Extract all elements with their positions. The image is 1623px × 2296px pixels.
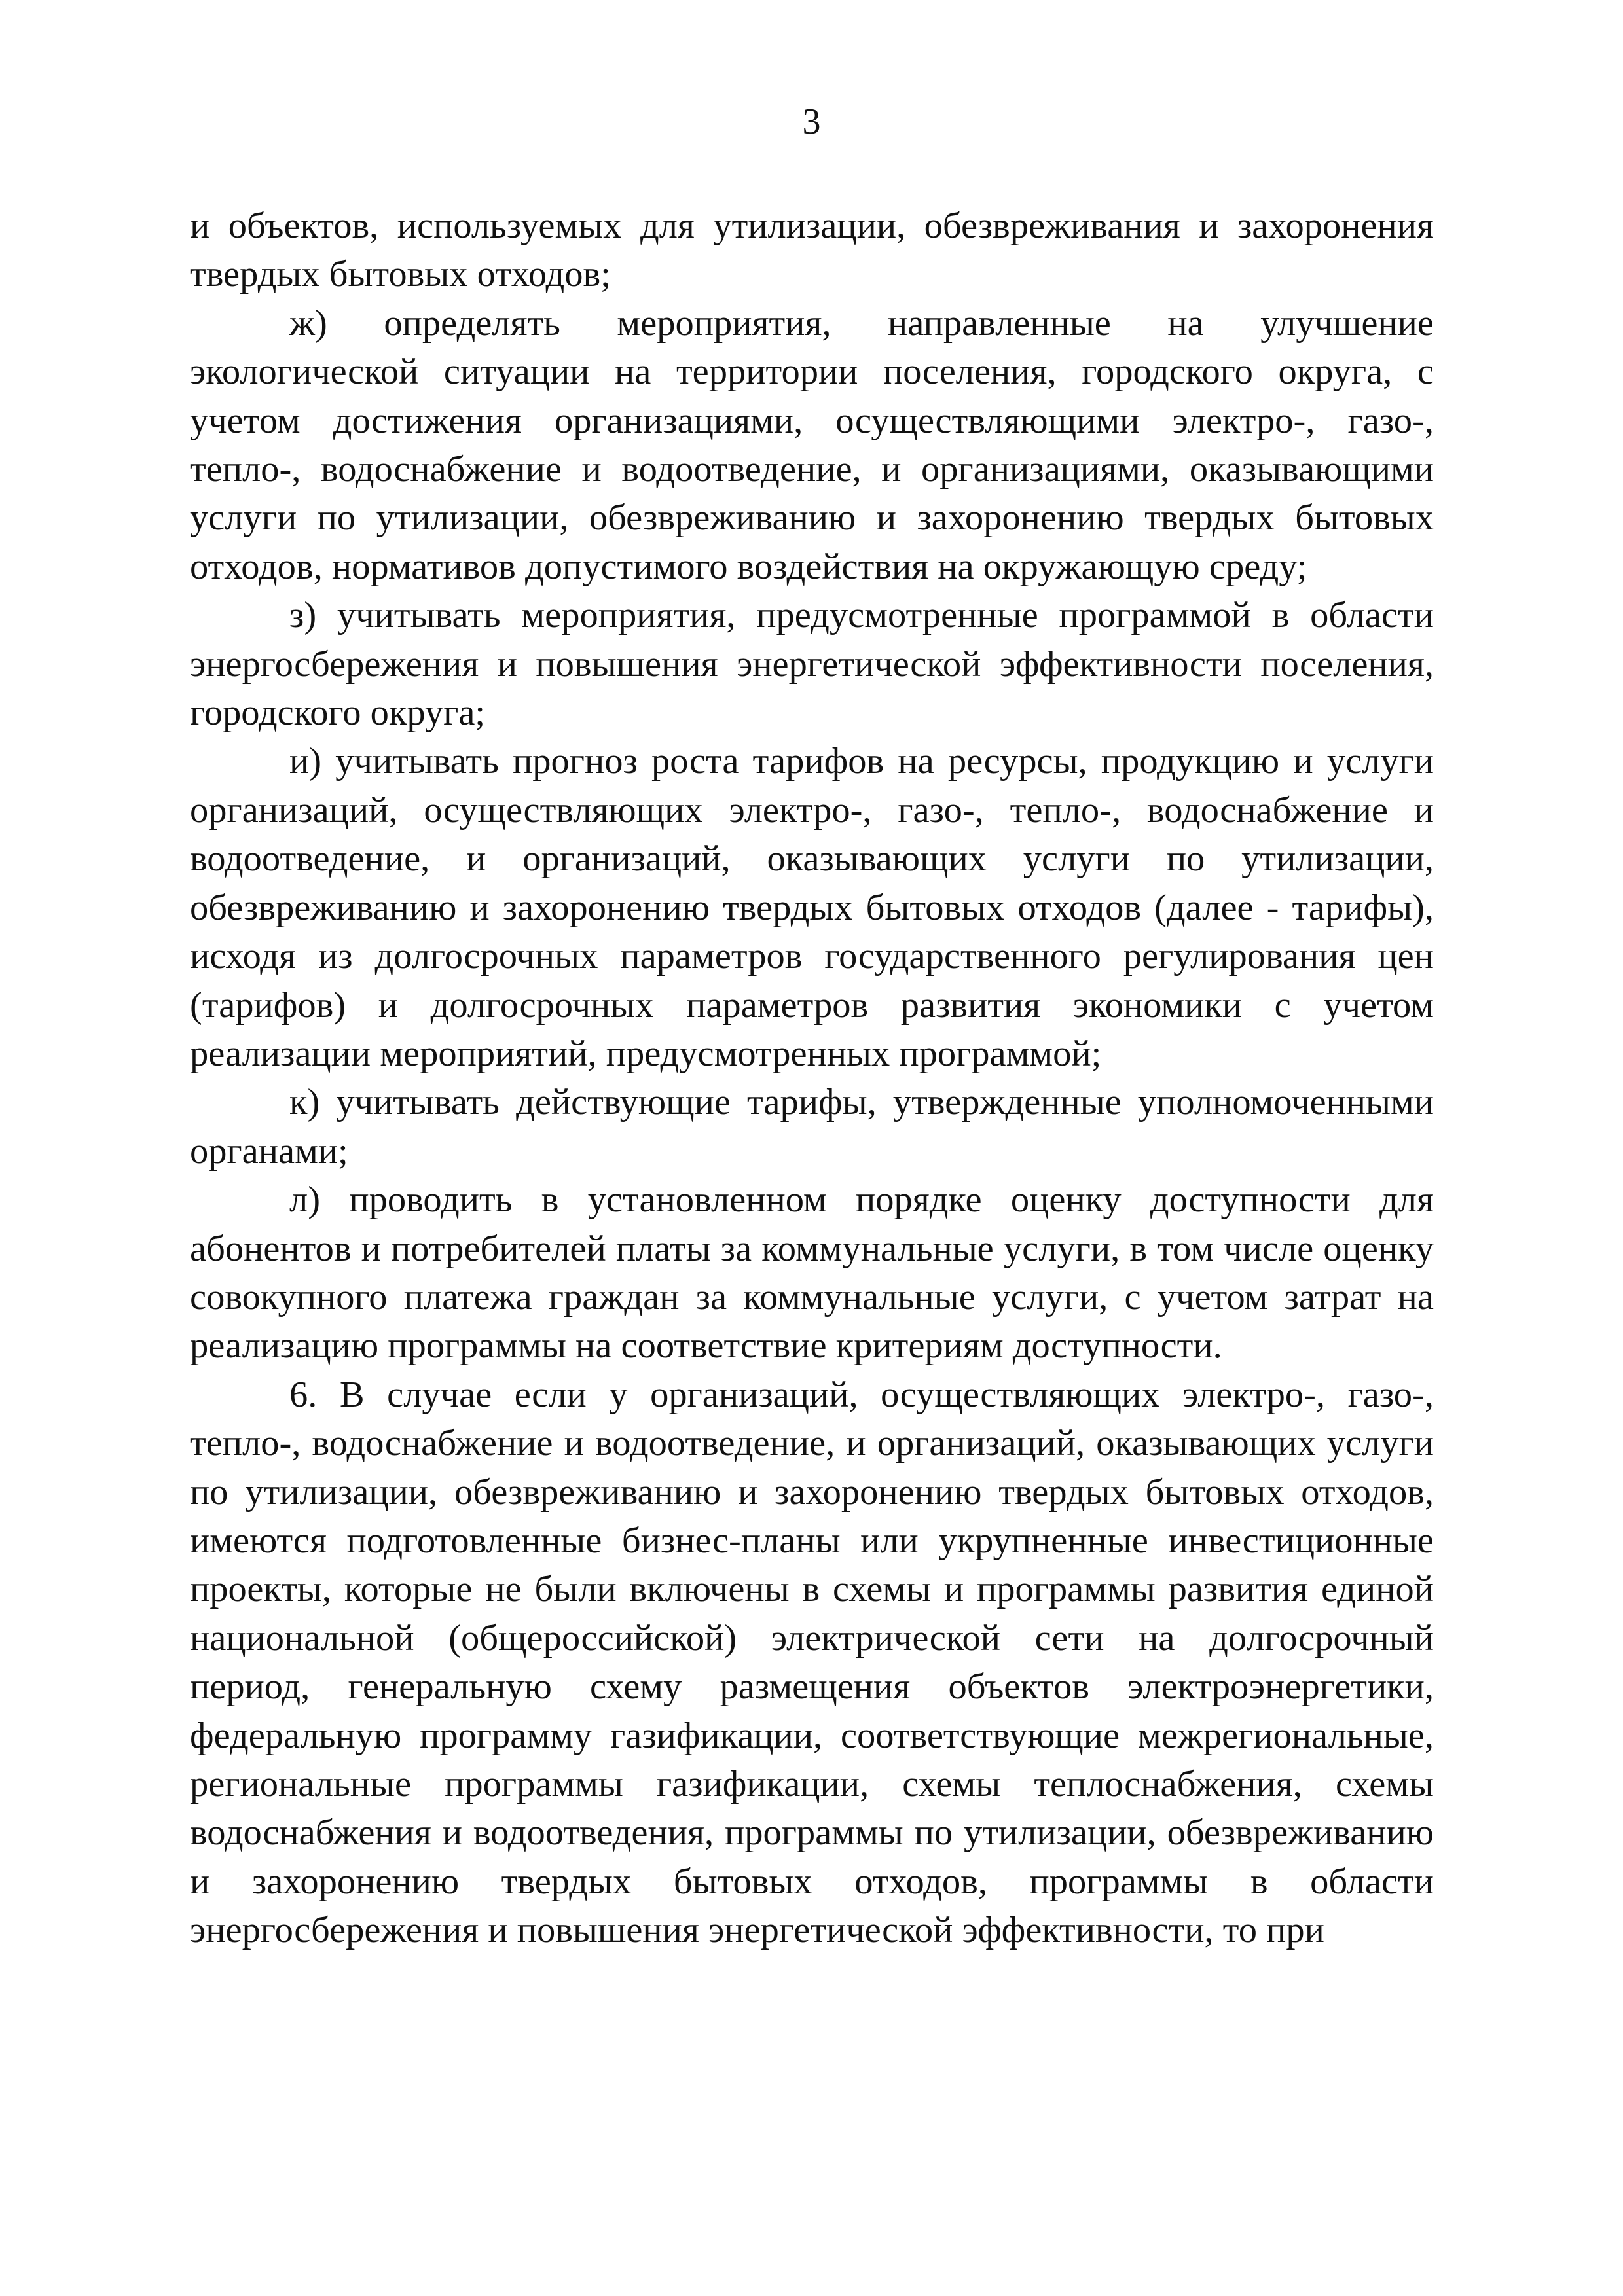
page-number: 3 xyxy=(802,101,821,142)
paragraph-item-zh: ж) определять мероприятия, направленные на улучшение экологической ситуации на территории поселения, городского округа, с учетом достижения организациями, осуществляющими электро-, газо-, тепло-, водоснабжение и водоотведение, и организациями, оказывающими услуги по утилизации, обезвреживанию и захоронению твердых бытовых отходов, нормативов допустимого воздействия на окружающую среду; xyxy=(190,302,1434,587)
paragraph-item-i: и) учитывать прогноз роста тарифов на ресурсы, продукцию и услуги организаций, осуществляющих электро-, газо-, тепло-, водоснабжение и водоотведение, и организаций, оказывающих услуги по утилизации, обезвреживанию и захоронению твердых бытовых отходов (далее - тарифы), исходя из долгосрочных параметров государственного регулирования цен (тарифов) и долгосрочных параметров развития экономики с учетом реализации мероприятий, предусмотренных программой; xyxy=(190,741,1434,1074)
document-body xyxy=(190,202,1434,1955)
paragraph-item-z: з) учитывать мероприятия, предусмотренные программой в области энергосбережения и повышения энергетической эффективности поселения, городского округа; xyxy=(190,595,1434,734)
paragraph-item-k: к) учитывать действующие тарифы, утвержденные уполномоченными органами; xyxy=(190,1082,1434,1172)
paragraph-section-6: 6. В случае если у организаций, осуществляющих электро-, газо-, тепло-, водоснабжение и водоотведение, и организаций, оказывающих услуги по утилизации, обезвреживанию и захоронению твердых бытовых отходов, имеются подготовленные бизнес-планы или укрупненные инвестиционные проекты, которые не были включены в схемы и программы развития единой национальной (общероссийской) электрической сети на долгосрочный период, генеральную схему размещения объектов электроэнергетики, федеральную программу газификации, соответствующие межрегиональные, региональные программы газификации, схемы теплоснабжения, схемы водоснабжения и водоотведения, программы по утилизации, обезвреживанию и захоронению твердых бытовых отходов, программы в области энергосбережения и повышения энергетической эффективности, то при xyxy=(190,1374,1434,1951)
paragraph-continuation: и объектов, используемых для утилизации, обезвреживания и захоронения твердых бытовых отходов; xyxy=(190,206,1434,295)
paragraph-item-l: л) проводить в установленном порядке оценку доступности для абонентов и потребителей платы за коммунальные услуги, в том числе оценку совокупного платежа граждан за коммунальные услуги, с учетом затрат на реализацию программы на соответствие критериям доступности. xyxy=(190,1179,1434,1367)
